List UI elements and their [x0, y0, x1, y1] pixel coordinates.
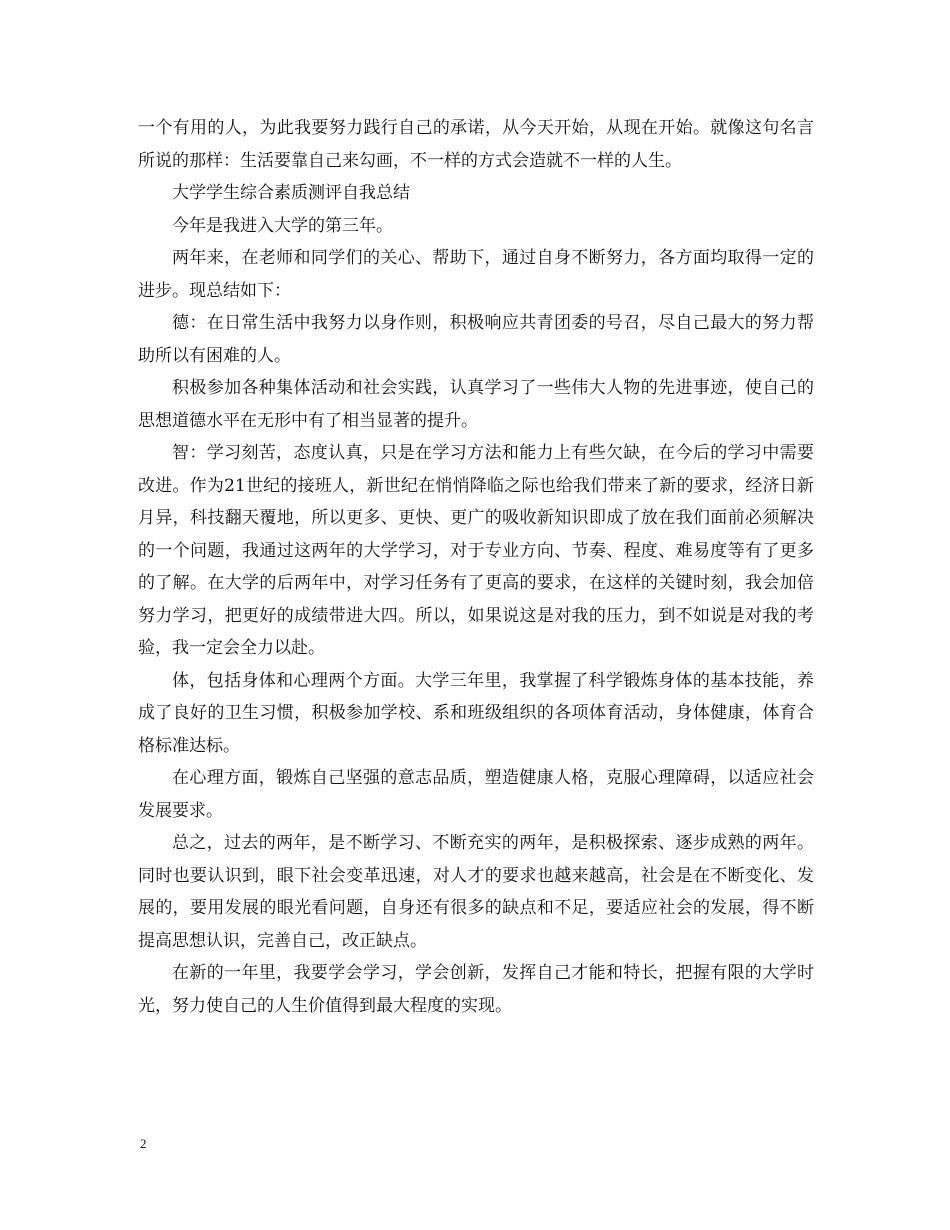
document-body	[138, 112, 814, 1022]
paragraph-intellect: 智：学习刻苦，态度认真，只是在学习方法和能力上有些欠缺，在今后的学习中需要改进。作为21世纪的接班人，新世纪在悄悄降临之际也给我们带来了新的要求，经济日新月异，科技翻天覆地，所以更多、更快、更广的吸收新知识即成了放在我们面前必须解决的一个问题，我通过这两年的大学学习，对于专业方向、节奏、程度、难易度等有了更多的了解。在大学的后两年中，对学习任务有了更高的要求，在这样的关键时刻，我会加倍努力学习，把更好的成绩带进大四。所以，如果说这是对我的压力，到不如说是对我的考验，我一定会全力以赴。	[138, 443, 814, 658]
paragraph-outlook: 在新的一年里，我要学会学习，学会创新，发挥自己才能和特长，把握有限的大学时光，努力使自己的人生价值得到最大程度的实现。	[138, 963, 814, 1016]
page-number: 2	[140, 1136, 147, 1151]
section-title: 大学学生综合素质测评自我总结	[172, 183, 410, 203]
paragraph: 积极参加各种集体活动和社会实践，认真学习了一些伟大人物的先进事迹，使自己的思想道德水平在无形中有了相当显著的提升。	[138, 378, 814, 431]
paragraph-mental: 在心理方面，锻炼自己坚强的意志品质，塑造健康人格，克服心理障碍，以适应社会发展要求。	[138, 768, 814, 821]
paragraph: 两年来，在老师和同学们的关心、帮助下，通过自身不断努力，各方面均取得一定的进步。现总结如下：	[138, 248, 814, 301]
paragraph-virtue: 德：在日常生活中我努力以身作则，积极响应共青团委的号召，尽自己最大的努力帮助所以有困难的人。	[138, 313, 814, 366]
paragraph-continuation: 一个有用的人，为此我要努力践行自己的承诺，从今天开始，从现在开始。就像这句名言所说的那样：生活要靠自己来勾画，不一样的方式会造就不一样的人生。	[138, 118, 814, 171]
paragraph-summary: 总之，过去的两年，是不断学习、不断充实的两年，是积极探索、逐步成熟的两年。同时也要认识到，眼下社会变革迅速，对人才的要求也越来越高，社会是在不断变化、发展的，要用发展的眼光看问题，自身还有很多的缺点和不足，要适应社会的发展，得不断提高思想认识，完善自己，改正缺点。	[138, 833, 814, 951]
paragraph-physical: 体，包括身体和心理两个方面。大学三年里，我掌握了科学锻炼身体的基本技能，养成了良好的卫生习惯，积极参加学校、系和班级组织的各项体育活动，身体健康，体育合格标准达标。	[138, 670, 814, 756]
paragraph: 今年是我进入大学的第三年。	[172, 215, 393, 236]
